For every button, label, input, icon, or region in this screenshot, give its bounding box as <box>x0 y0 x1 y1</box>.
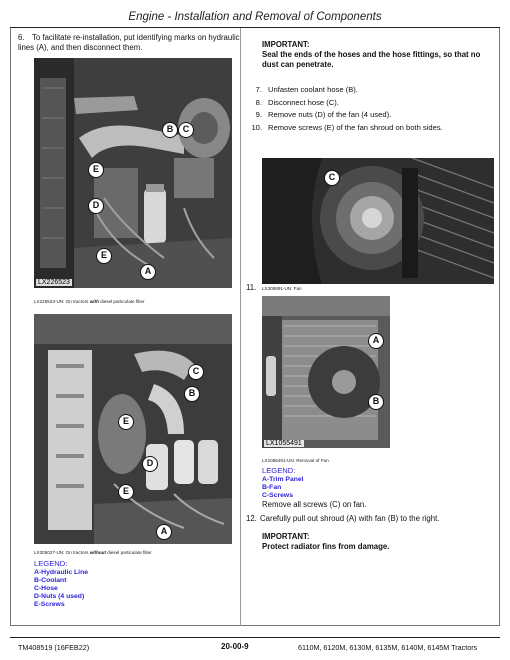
page-number: 20-00-9 <box>221 642 249 651</box>
engine-photo-without-dpf <box>34 314 232 544</box>
fan-photo <box>262 158 494 284</box>
fan-removal-photo <box>262 296 390 448</box>
callout-d: D <box>142 456 158 472</box>
step-number: 11. <box>246 283 257 292</box>
legend-title: LEGEND: <box>34 559 68 568</box>
step-9: 9. Remove nuts (D) of the fan (4 used). <box>255 110 392 120</box>
step-12 <box>246 514 496 524</box>
step-text: Carefully pull out shroud (A) with fan (B) to the right. <box>260 514 440 523</box>
callout-e: E <box>96 248 112 264</box>
page-footer <box>10 637 500 655</box>
photo-1-id: LX226523 <box>38 279 70 286</box>
tractor-models: 6110M, 6120M, 6130M, 6135M, 6140M, 6145M Tractors <box>298 643 478 652</box>
legend-item: C-Screws <box>262 492 293 499</box>
callout-e: E <box>118 414 134 430</box>
step-6 <box>18 33 240 54</box>
callout-c: C <box>324 170 340 186</box>
important-label: IMPORTANT: <box>262 40 310 49</box>
callout-b: B <box>184 386 200 402</box>
page-header <box>10 6 500 28</box>
photo-4-id: LX1055491 <box>266 440 302 447</box>
step-7: 7. Unfasten coolant hose (B). <box>255 85 358 94</box>
steps-7-10 <box>250 84 495 134</box>
step-text: To facilitate re-installation, put identifying marks on hydraulic lines (A), and then disconnect them. <box>18 33 240 53</box>
legend-item: A-Hydraulic Line <box>34 569 89 576</box>
callout-d: D <box>88 198 104 214</box>
legend-item: B-Coolant <box>34 577 67 584</box>
step-number: 12. <box>246 514 257 523</box>
callout-e: E <box>88 162 104 178</box>
callout-c: C <box>178 122 194 138</box>
step-10: 10. Remove screws (E) of the fan shroud on both sides. <box>251 122 443 132</box>
callout-b: B <box>368 394 384 410</box>
callout-a: A <box>156 524 172 540</box>
remove-screws-text: Remove all screws (C) on fan. <box>262 500 367 509</box>
step-8: 8. Disconnect hose (C). <box>255 97 339 107</box>
doc-id: TM408519 (16FEB22) <box>18 643 90 652</box>
legend-item: C-Hose <box>34 585 58 592</box>
legend-item: E-Screws <box>34 601 65 608</box>
photo-3-caption: LX305891-UN: Fan <box>262 286 302 291</box>
photo-1-caption: LX226523-UN: On tractors with diesel particulate filter <box>34 299 145 304</box>
legend-item: B-Fan <box>262 484 282 491</box>
step-11 <box>246 283 256 293</box>
legend-title: LEGEND: <box>262 466 296 475</box>
photo-2-caption: LX305027-UN: On tractors without diesel particulate filter <box>34 550 152 555</box>
important-text: Protect radiator fins from damage. <box>262 542 390 551</box>
callout-a: A <box>140 264 156 280</box>
column-divider <box>240 28 241 626</box>
callout-a: A <box>368 333 384 349</box>
important-text: Seal the ends of the hoses and the hose fittings, so that no dust can penetrate. <box>262 50 481 70</box>
important-label: IMPORTANT: <box>262 532 310 541</box>
callout-e: E <box>118 484 134 500</box>
step-number: 6. <box>18 33 25 42</box>
section-title: Engine - Installation and Removal of Components <box>128 11 382 23</box>
callout-b: B <box>162 122 178 138</box>
engine-photo-with-dpf <box>34 58 232 288</box>
callout-c: C <box>188 364 204 380</box>
legend-item: A-Trim Panel <box>262 476 304 483</box>
legend-item: D-Nuts (4 used) <box>34 593 85 600</box>
photo-4-caption: LX1055491-UN: Removal of Fan <box>262 458 329 463</box>
